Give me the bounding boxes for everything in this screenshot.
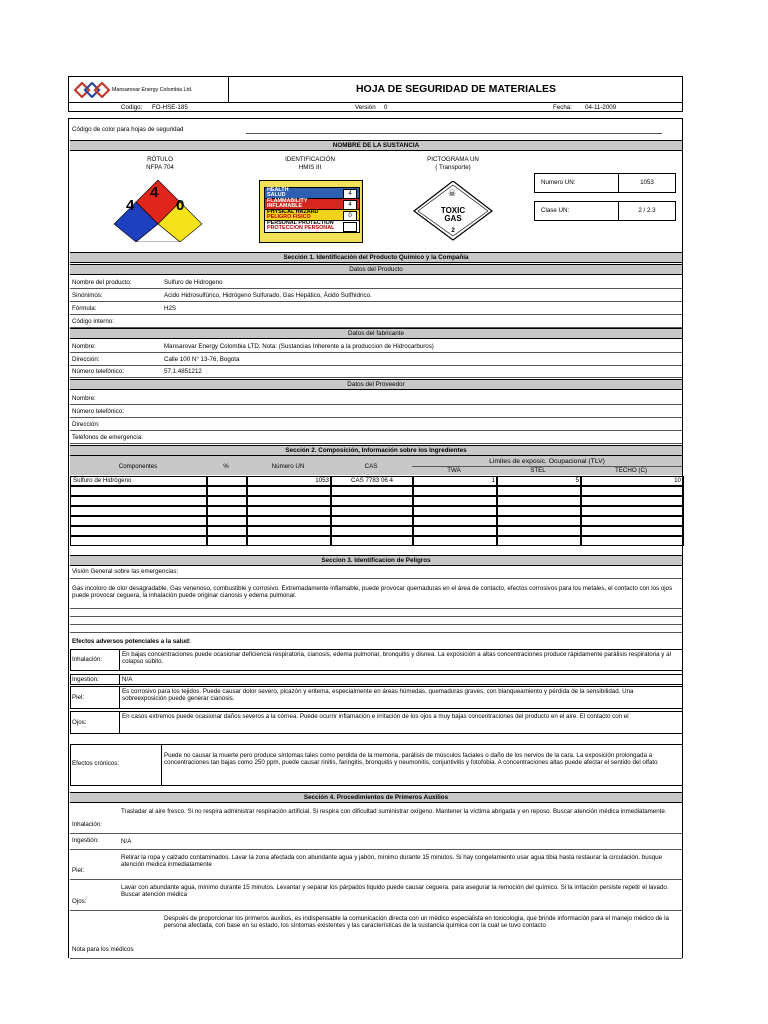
effect-divider	[119, 711, 120, 733]
placard-class: 2	[451, 227, 455, 234]
table-cell	[580, 486, 684, 496]
table-cell	[330, 516, 414, 526]
table-cell	[206, 506, 248, 516]
effect-text: En casos extremos puede ocasionar daños severos a la córnea. Puede ocurrir inflamación e irritación de los ojos a muy bajas concentraciones del producto en el aire. El contacto con el	[122, 713, 629, 720]
table-cell: 10	[580, 476, 684, 486]
table-cell	[412, 516, 498, 526]
proveedor-field-rule	[70, 430, 682, 431]
section1-title: Sección 1. Identificación del Producto Químico y la Compañía	[70, 252, 682, 263]
table-cell	[330, 486, 414, 496]
hmis-row-label: FLAMMABILITY	[267, 198, 308, 204]
aid-text: Trasladar al aire fresco. Si no respira administrar respiración artificial. Si respira con dificultad suministrar oxígeno. Mantener la víctima abrigada y en reposo. Buscar atención médica inmediatamente.	[121, 808, 667, 815]
table-cell	[412, 536, 498, 546]
color-code-label: Código de color para hojas de seguridad	[72, 126, 184, 133]
effect-divider	[119, 649, 120, 670]
proveedor-field-rule	[70, 443, 682, 444]
nfpa-reactivity-value: 0	[176, 197, 185, 214]
section3-title: Seccion 3. Identificacion de Peligros	[70, 555, 682, 566]
effect-divider	[119, 674, 120, 684]
producto-field-rule	[70, 288, 682, 289]
table-cell: Sulfuro de Hidrógeno	[70, 476, 208, 486]
table-cell	[206, 536, 248, 546]
aid-text: N/A	[121, 838, 132, 845]
table-cell: 1053	[246, 476, 332, 486]
table-cell	[412, 496, 498, 506]
nfpa-health-value: 4	[126, 197, 135, 214]
table-cell	[70, 496, 208, 506]
fabricante-field-value: Mansarovar Energy Colombia LTD. Nota: (Sustancias Inherente a la produccion de Hidrocarburos)	[164, 343, 434, 350]
effect-text: Es corrosivo para los tejidos. Puede causar dolor severo, picazón y eritema, especialmente en áreas húmedas, quemaduras graves, con blanqueamiento y pérdida de la sensibilidad. Una sobreexposición puede generar cianosis.	[122, 688, 634, 703]
effect-text: N/A	[122, 676, 133, 683]
aid-rule	[70, 833, 682, 834]
hmis-row-sublabel: SALUD	[267, 192, 286, 198]
producto-field-value: Acido Hidrosulfúrico, Hidrógeno Sulfurado, Gas Hepático, Ácido Sulfhídrico.	[164, 292, 372, 299]
table-cell	[496, 486, 582, 496]
numero-un-value: 1053	[640, 179, 654, 186]
hmis-row-label: HEALTH	[267, 187, 289, 193]
identificacion-subtitle: HMIS III	[298, 164, 322, 171]
chronic-label-cell: Efectos crónicos:	[72, 760, 120, 767]
producto-field-label: Código interno:	[72, 318, 114, 325]
table-cell	[246, 486, 332, 496]
proveedor-field-label: Teléfonos de emergencia:	[72, 434, 143, 441]
aid-label: Nota para los médicos	[72, 946, 134, 953]
version-value: 0	[384, 104, 388, 111]
company-logo	[74, 82, 110, 103]
table-cell	[496, 536, 582, 546]
proveedor-field-label: Nombre:	[72, 395, 96, 402]
placard-line2: GAS	[444, 214, 462, 223]
producto-field-label: Sinónimos:	[72, 292, 103, 299]
proveedor-field-rule	[70, 404, 682, 405]
table-cell	[246, 516, 332, 526]
table-cell	[496, 496, 582, 506]
aid-text: Retirar la ropa y calzado contaminados. Lavar la zona afectada con abundante agua y jabón, mínimo durante 15 minutos. Si hay congelamiento usar agua tibia hasta restaurar la circulación. busque atención medica inmediatamente	[121, 854, 663, 869]
table-cell: 1	[412, 476, 498, 486]
fabricante-field-value: 57.1.4851212	[164, 368, 202, 375]
table-cell	[206, 526, 248, 536]
table-cell	[70, 536, 208, 546]
pictograma-subtitle: ( Transporte)	[435, 164, 471, 171]
hmis-label	[259, 180, 363, 243]
aid-label: Ingestión:	[72, 837, 99, 844]
table-cell	[206, 516, 248, 526]
skull-icon: ☠	[448, 188, 457, 198]
proveedor-field-rule	[70, 417, 682, 418]
hmis-row-label: PERSONAL PROTECTION	[267, 220, 334, 226]
proveedor-field-label: Dirección:	[72, 421, 100, 428]
hmis-row-value: 4	[343, 200, 357, 210]
table-row	[70, 476, 682, 485]
table-cell	[70, 506, 208, 516]
substance-band: NOMBRE DE LA SUSTANCIA	[70, 140, 682, 151]
table-cell	[580, 536, 684, 546]
table-cell	[70, 486, 208, 496]
producto-field-rule	[70, 314, 682, 315]
table-row	[70, 506, 682, 515]
hmis-row-value	[343, 222, 357, 232]
datos-proveedor-band: Datos del Proveedor	[70, 379, 682, 390]
hmis-row-label: PHYSICAL HAZARD	[267, 209, 319, 215]
aid-label: Ojos:	[72, 898, 87, 905]
table-cell	[206, 486, 248, 496]
codigo-value: FO-HSE-185	[152, 104, 188, 111]
table-cell	[412, 486, 498, 496]
table-row	[70, 526, 682, 535]
logo-icon	[74, 82, 110, 98]
document-title: HOJA DE SEGURIDAD DE MATERIALES	[355, 83, 557, 95]
clase-un-value: 2 / 2.3	[638, 207, 656, 214]
chronic-text: Puede no causar la muerte pero produce síntomas tales como perdida de la memoria, parálisis de músculos faciales o daño de los nervios de la cara. La exposición prolongada a concentraciones tan bajas como 250 ppm, puede causar rinitis, faringitis, bronquitis y neumonitis, conjuntivitis y fotofobia. A concentraciones altas puede afectar el sentido del olfato	[164, 752, 658, 767]
aid-label: Inhalación:	[72, 821, 102, 828]
aid-text: Después de proporcionar los primeros auxilios, es indispensable la comunicación directa con un médico especialista en toxicología, que brinde información para el manejo médico de la persona afectada, con base en su estado, los síntomas existentes y las características de la sustancia química con la cual se tuvo contacto	[164, 915, 669, 930]
hmis-row-value: 4	[343, 189, 357, 199]
table-cell	[412, 526, 498, 536]
table-cell	[70, 516, 208, 526]
identificacion-title: IDENTIFICACIÓN	[285, 156, 335, 163]
placard-line1: TOXIC	[440, 206, 466, 215]
fabricante-field-rule	[70, 352, 682, 353]
numero-un-label: Numero UN:	[541, 179, 576, 186]
table-cell	[246, 496, 332, 506]
effect-label: Ojos:	[72, 718, 87, 726]
table-cell	[246, 526, 332, 536]
section4-title: Sección 4. Procedimientos de Primeros Auxilios	[70, 792, 682, 803]
producto-field-value: Sulfuro de Hidrogeno	[164, 279, 223, 286]
col-percent: %	[223, 463, 229, 470]
effect-divider	[119, 686, 120, 708]
effect-label: Piel:	[72, 693, 85, 701]
table-cell	[412, 506, 498, 516]
table-cell	[246, 506, 332, 516]
fabricante-field-label: Dirección:	[72, 355, 100, 363]
fabricante-field-rule	[70, 365, 682, 366]
table-cell	[330, 496, 414, 506]
table-cell	[496, 526, 582, 536]
codigo-label: Codigo:	[121, 104, 143, 111]
table-row	[70, 486, 682, 495]
table-cell: 5	[496, 476, 582, 486]
table-cell	[206, 496, 248, 506]
hmis-row-value: 0	[343, 211, 357, 221]
table-row	[70, 496, 682, 505]
table-cell	[580, 526, 684, 536]
overview-text: Gas incoloro de olor desagradable. Gas venenoso, combustible y corrosivo. Extremadamente inflamable, puede provocar quemaduras en el área de contacto, efectos corrosivos para los metales, el contacto con los ojos puede provocar ceguera, la inhalación puede originar cianosis y edema pulmonar.	[72, 585, 673, 600]
table-cell	[330, 536, 414, 546]
producto-field-label: Nombre del producto:	[72, 279, 132, 286]
table-cell	[330, 526, 414, 536]
table-cell	[580, 516, 684, 526]
overview-label: Visión General sobre las emergencias:	[72, 568, 179, 575]
table-cell	[330, 506, 414, 516]
section2-title: Sección 2. Composición, Información sobre los Ingredientes	[70, 445, 682, 456]
effect-text: En bajas concentraciones puede ocasionar deficiencia respiratoria, cianosis, edema pulmonar, bronquitis y disnea. La exposición a altas concentraciones produce rápidamente parálisis respiratoria y al colapso súbito.	[122, 651, 671, 666]
col-stel: STEL	[530, 467, 546, 474]
datos-producto-band: Datos del Producto	[70, 264, 682, 275]
tlv-header: Limites de exposic. Ocupacional (TLV)	[489, 458, 605, 465]
hmis-row	[264, 220, 360, 233]
table-cell	[496, 506, 582, 516]
aid-rule	[70, 879, 682, 880]
fabricante-field-rule	[70, 377, 682, 378]
datos-fabricante-band: Datos del fabricante	[70, 328, 682, 339]
fecha-label: Fecha:	[553, 104, 572, 111]
proveedor-field-label: Número telefónico:	[72, 408, 124, 415]
version-label: Versión	[355, 104, 376, 111]
hmis-row-sublabel: PELIGRO FISICO	[267, 214, 311, 220]
effect-label: Ingestion:	[72, 675, 99, 683]
chronic-divider	[161, 744, 162, 785]
table-cell: CAS 7783 06 4	[330, 476, 414, 486]
table-cell	[496, 516, 582, 526]
toxic-gas-placard	[413, 181, 493, 241]
hmis-row-sublabel: PROTECCION PERSONAL	[267, 225, 335, 231]
aid-rule	[70, 910, 682, 911]
aid-text: Lavar con abundante agua, mínimo durante 15 minutos. Levantar y separar los párpados liquido puede causar ceguera. para asegurar la remoción del químico. Si la irritación persiste repetir el lavado. Buscar atención médica	[121, 884, 669, 899]
producto-field-rule	[70, 301, 682, 302]
table-cell	[246, 536, 332, 546]
col-componentes: Componentes	[118, 463, 158, 470]
fabricante-field-label: Número telefónico:	[72, 368, 124, 375]
clase-un-label: Clase UN:	[541, 207, 570, 214]
table-row	[70, 516, 682, 525]
pictograma-title: PICTOGRAMA UN	[427, 156, 479, 163]
col-numero-un: Número UN	[271, 463, 305, 470]
table-row	[70, 536, 682, 545]
rotulo-subtitle: NFPA 704	[146, 164, 174, 171]
nfpa-fire-value: 4	[150, 184, 159, 201]
rotulo-title: RÓTULO	[147, 156, 173, 163]
aid-rule	[70, 849, 682, 850]
producto-field-label: Fórmula:	[72, 305, 97, 312]
table-cell	[580, 506, 684, 516]
health-effects-label: Efectos adversos potenciales a la salud:	[72, 638, 191, 645]
table-cell	[206, 476, 248, 486]
fabricante-field-value: Calle 100 N° 13-76, Bogota	[164, 355, 240, 363]
col-techo: TECHO (C)	[615, 467, 647, 474]
company-name: Mansarovar Energy Colombia Ltd.	[112, 87, 193, 93]
col-cas: CAS	[364, 463, 378, 470]
table-cell	[580, 496, 684, 506]
aid-rule	[70, 958, 682, 959]
aid-label: Piel:	[72, 867, 85, 874]
effect-label: Inhalación:	[72, 656, 102, 663]
producto-field-value: H2S	[164, 305, 177, 312]
fecha-value: 04-11-2009	[585, 104, 617, 111]
col-twa: TWA	[447, 467, 461, 474]
table-cell	[70, 526, 208, 536]
fabricante-field-label: Nombre:	[72, 343, 96, 350]
hmis-row-sublabel: INFLAMABLE	[267, 203, 303, 209]
